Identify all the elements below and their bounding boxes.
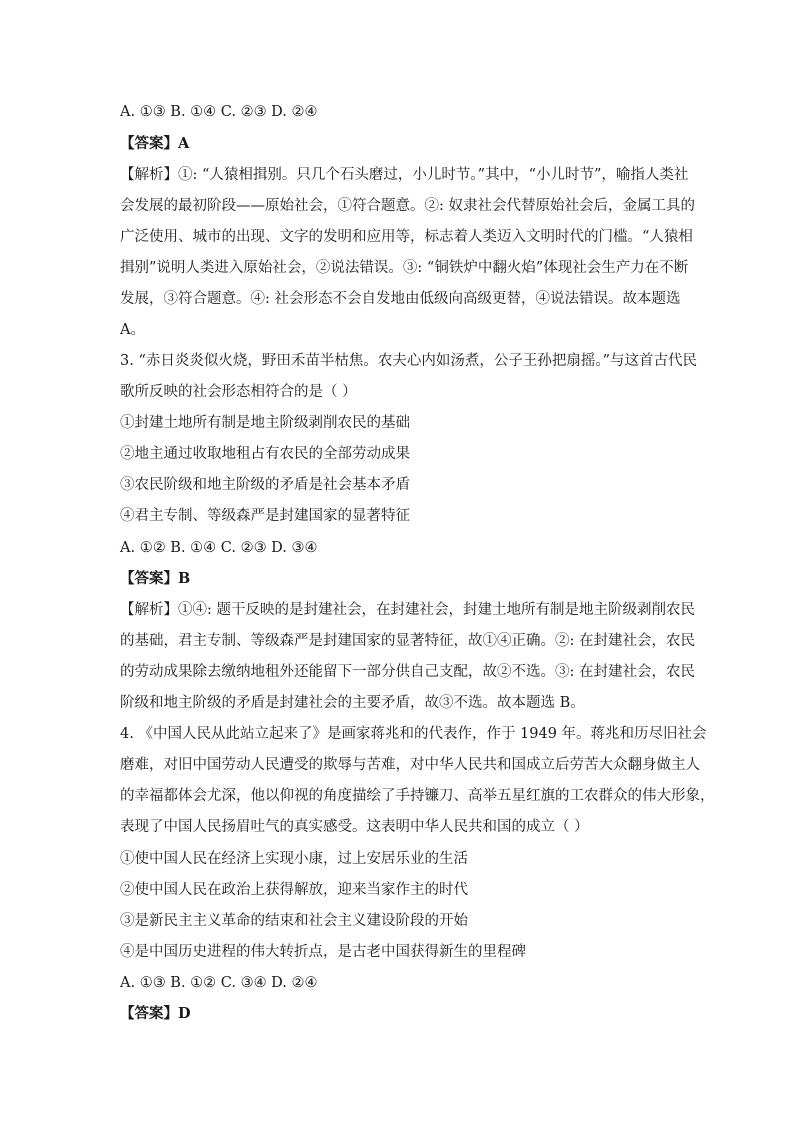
q4-statement: ③是新民主主义革命的结束和社会主义建设阶段的开始 [120, 913, 468, 929]
q3-statement: ④君主专制、等级森严是封建国家的显著特征 [120, 508, 410, 524]
q3-statement: ①封建土地所有制是地主阶级剥削农民的基础 [120, 415, 410, 431]
q2-analysis-line: 揖别”说明人类进入原始社会，②说法错误。③: “铜铁炉中翻火焰”体现社会生产力在不断 [120, 260, 689, 276]
q3-stem: 3. “赤日炎炎似火烧，野田禾苗半枯焦。农夫心内如汤煮，公子王孙把扇摇。”与这首古代民 [120, 353, 698, 369]
q3-options: A. ①② B. ①④ C. ②③ D. ③④ [120, 540, 318, 556]
q3-analysis-line: 阶级和地主阶级的矛盾是封建社会的主要矛盾，故③不选。故本题选 B。 [120, 695, 585, 711]
q2-analysis-line: 【解析】①: “人猿相揖别。只几个石头磨过，小儿时节。”其中，“小儿时节”，喻指人类社 [120, 167, 689, 183]
q4-answer: 【答案】D [120, 1005, 191, 1022]
q4-statement: ②使中国人民在政治上获得解放，迎来当家作主的时代 [120, 882, 468, 898]
q2-options: A. ①③ B. ①④ C. ②③ D. ②④ [120, 104, 318, 120]
q3-statement: ②地主通过收取地租占有农民的全部劳动成果 [120, 446, 410, 462]
q3-stem: 歌所反映的社会形态相符合的是（ ） [120, 384, 357, 400]
q4-stem: 表现了中国人民扬眉吐气的真实感受。这表明中华人民共和国的成立（ ） [120, 819, 589, 835]
q2-analysis-line: A。 [120, 322, 145, 338]
q3-statement: ③农民阶级和地主阶级的矛盾是社会基本矛盾 [120, 477, 410, 493]
q2-analysis-line: 会发展的最初阶段——原始社会，①符合题意。②: 奴隶社会代替原始社会后，金属工具的 [120, 198, 695, 214]
q3-analysis-line: 【解析】①④: 题干反映的是封建社会，在封建社会，封建土地所有制是地主阶级剥削农民 [120, 602, 695, 618]
q3-answer: 【答案】B [120, 570, 191, 587]
q4-stem: 4. 《中国人民从此站立起来了》是画家蒋兆和的代表作，作于 1949 年。蒋兆和历尽旧社会 [120, 726, 707, 742]
q2-answer: 【答案】A [120, 135, 190, 152]
q4-options: A. ①③ B. ①② C. ③④ D. ②④ [120, 975, 318, 991]
q4-stem: 磨难，对旧中国劳动人民遭受的欺辱与苦难，对中华人民共和国成立后劳苦大众翻身做主人 [120, 757, 700, 773]
q4-statement: ④是中国历史进程的伟大转折点，是古老中国获得新生的里程碑 [120, 944, 526, 960]
q2-analysis-line: 发展，③符合题意。④: 社会形态不会自发地由低级向高级更替，④说法错误。故本题选 [120, 291, 681, 307]
q4-stem: 的幸福都体会尤深，他以仰视的角度描绘了手持镰刀、高举五星红旗的工农群众的伟大形象， [120, 788, 715, 804]
q3-analysis-line: 的基础，君主专制、等级森严是封建国家的显著特征，故①④正确。②: 在封建社会，农民 [120, 633, 695, 649]
q2-analysis-line: 广泛使用、城市的出现、文字的发明和应用等，标志着人类迈入文明时代的门槛。“人猿相 [120, 229, 693, 245]
q3-analysis-line: 的劳动成果除去缴纳地租外还能留下一部分供自己支配，故②不选。③: 在封建社会，农民 [120, 664, 695, 680]
q4-statement: ①使中国人民在经济上实现小康，过上安居乐业的生活 [120, 851, 468, 867]
